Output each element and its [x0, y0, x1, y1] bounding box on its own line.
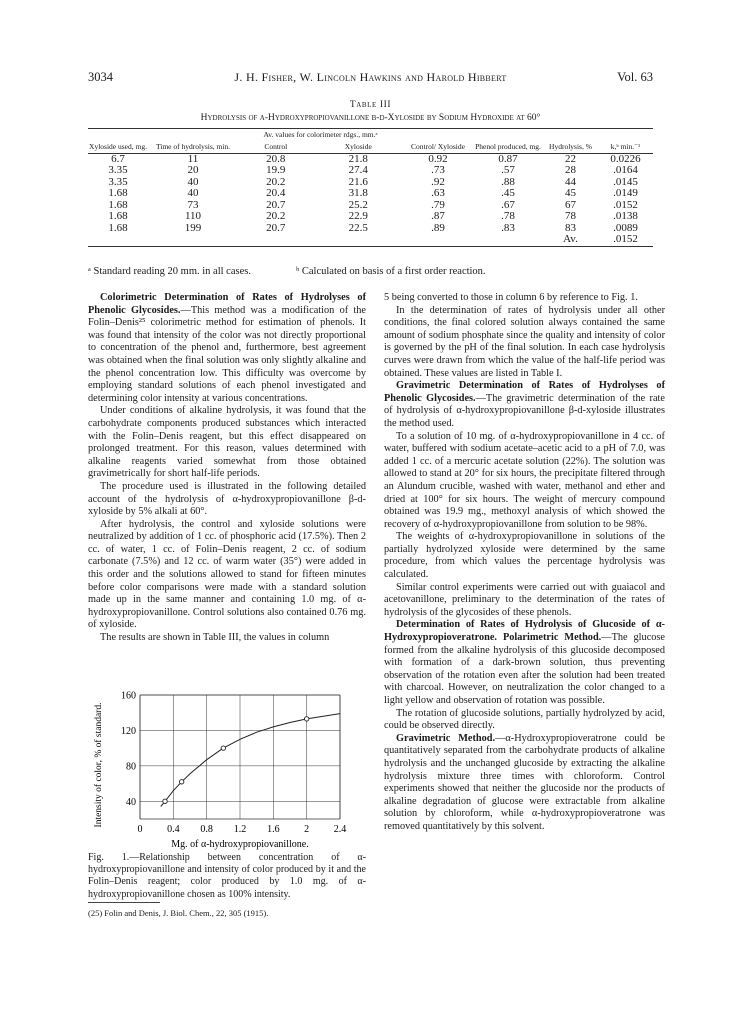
table-cell: 199 [184, 221, 202, 234]
table-cell: 3.35 [108, 164, 128, 177]
paragraph: Under conditions of alkaline hydrolysis, it was found that the carbohydrate components produced substances which interacted with the Folin–Denis reagent, but this effect disappeared on prolonged treatment. For this reason, values determined with alkaline reagents varied somewhat from those obtained gravimetrically for short half-life periods. [88, 405, 366, 480]
table-cell: .89 [431, 221, 445, 234]
paragraph-text: —This method was a modification of the Folin–Denis²⁵ colorimetric method for estimation of phenols. It was found that intensity of the color was not directly proportional to concentration of the phenol and, furthermore, best agreement was obtained when the final solution was only slightly alkaline and the phenol concentration low. This difficulty was overcome by employing standard solutions of each phenol investigated and determining color intensity at various concentrations. [88, 304, 366, 404]
header-hydrolysis: Hydrolysis, % [543, 129, 598, 154]
table-caption: Hydrolysis of α-Hydroxypropiovanillone β-d-Xyloside by Sodium Hydroxide at 60° [200, 113, 541, 123]
table-cell: .92 [431, 175, 445, 188]
page-number: 3034 [88, 70, 113, 84]
table-cell: 110 [184, 210, 202, 223]
average-value: .0152 [598, 234, 653, 246]
table-footnote-b: ᵇ Calculated on basis of a first order reaction. [296, 266, 486, 277]
table-cell: .0164 [613, 164, 638, 177]
figure-caption-label: Fig. 1. [88, 852, 130, 863]
table-cell: 20.2 [266, 210, 286, 223]
table-cell: 44 [565, 175, 576, 188]
table-cell: 22.5 [348, 221, 368, 234]
table-cell: .73 [431, 164, 445, 177]
table-cell: 20.7 [266, 221, 286, 234]
table-cell: 1.68 [108, 221, 128, 234]
data-point [179, 780, 183, 784]
y-axis-label: Intensity of color, % of standard. [94, 702, 104, 828]
paragraph: 5 being converted to those in column 6 by reference to Fig. 1. [384, 292, 638, 303]
table-cell: 20.7 [266, 198, 286, 211]
table-cell: .63 [431, 187, 445, 200]
table-cell: 22.9 [348, 210, 368, 223]
data-points [163, 717, 309, 804]
table-cell: 40 [187, 187, 199, 200]
table-cell: .0152 [613, 198, 638, 211]
section-heading: Gravimetric Method. [396, 732, 496, 744]
table-cell: 1.68 [108, 187, 128, 200]
figure-caption-text: —Relationship between concentration of α-hydroxypropiovanillone and intensity of color produced by it and the Folin–Denis reagent; color produced by 1.0 mg. of α-hydroxypropiovanillone chosen as 100% intensity. [88, 852, 366, 900]
x-axis-label: Mg. of α-hydroxypropiovanillone. [171, 839, 309, 850]
paragraph: After hydrolysis, the control and xyloside solutions were neutralized by addition of 1 cc. of phosphoric acid (17.5%). Then 2 cc. of water, 1 cc. of Folin–Denis reagent, 2 cc. of sodium carbonate (7.5%) and 12 cc. of warm water (35°) were added in this order and the solutions allowed to stand for fifteen minutes before color comparisons were made with a standard solution made up in the same manner and containing 1.0 mg. of α-hydroxypropiovanillone. Control solutions also contained 0.76 mg. of xyloside. [88, 518, 366, 631]
volume-number: Vol. 63 [617, 70, 653, 84]
x-tick-label: 2 [304, 824, 310, 835]
footnote-rule [88, 902, 160, 903]
table-cell: 20 [187, 164, 199, 177]
table-cell: .79 [431, 198, 445, 211]
paragraph-text: —The glucose formed from the alkaline hydrolysis of this glucoside decomposed with formation of a dark-brown solution, thus preventing observation of the rotation even after the solution had been treated with charcoal. However, on neutralization the color changed to a light yellow and observation of rotation was possible. [384, 632, 665, 706]
table-cell: .57 [501, 164, 515, 177]
table-cell: 21.6 [348, 175, 368, 188]
table-body [88, 153, 653, 246]
table-cell: .0149 [613, 187, 638, 200]
table-cell: 73 [187, 198, 199, 211]
left-column [88, 292, 366, 645]
x-tick-label: 0 [137, 824, 143, 835]
paragraph-text: —α-Hydroxypropioveratrone could be quantitatively separated from the carbohydrate products of alkaline hydrolysis and the unchanged glucoside by extracting the alkaline hydrolysis mixture three times with chloroform. Control experiments showed that neither the glucoside nor the products of alkaline degradation of glucose were extractable from alkaline solution by chloroform, while α-hydroxypropioveratrone was removed quantitatively by this solvent. [384, 732, 665, 832]
table-cell: 11 [187, 152, 199, 165]
table-cell [148, 234, 238, 246]
table-cell: 67 [565, 198, 576, 211]
section-heading: Gravimetric Determination of Rates of Hydrolyses of Phenolic Glycosides. [384, 380, 665, 404]
paragraph [88, 292, 366, 405]
x-tick-label: 0.4 [167, 824, 180, 835]
table-cell: .67 [501, 198, 515, 211]
paragraph [384, 380, 665, 430]
section-heading: Colorimetric Determination of Rates of Hydrolyses of Phenolic Glycosides. [88, 292, 366, 316]
y-tick-label: 80 [126, 761, 136, 773]
table-cell: .87 [431, 210, 445, 223]
paragraph: The rotation of glucoside solutions, partially hydrolyzed by acid, could be observed directly. [384, 707, 665, 732]
x-tick-label: 0.8 [200, 824, 213, 835]
paragraph: The results are shown in Table III, the values in column [100, 632, 330, 644]
table-cell: .78 [501, 210, 515, 223]
table-cell: 20.2 [266, 175, 286, 188]
paragraph: To a solution of 10 mg. of α-hydroxypropiovanillone in 4 cc. of water, buffered with sodium acetate–acetic acid to a pH of 7.0, was added 1 cc. of a mercuric acetate solution (22%). The solution was allowed to stand at 20° for six hours, the precipitate filtered through an Alundum crucible, washed with water, methanol and ether and dried at 100° for six hours. The weight of mercury compound obtained was 19.9 mg., methoxyl analysis of which showed the recovery of α-hydroxypropiovanillone from solution to be 98%. [384, 430, 665, 530]
table-cell: 0.87 [498, 152, 518, 165]
figure-1-chart [90, 685, 362, 850]
table-cell: 19.9 [266, 164, 286, 177]
table-cell: 22 [565, 152, 576, 165]
data-point [304, 717, 308, 721]
header-xyloside: Xyloside used, mg. [88, 129, 148, 154]
running-head: J. H. Fisher, W. Lincoln Hawkins and Harold Hibbert [234, 70, 507, 84]
header-control: Control [238, 141, 314, 153]
paragraph: Similar control experiments were carried out with guaiacol and acetovanillone, preliminary to the determination of the rates of hydrolysis of the glycosides of these phenols. [384, 581, 665, 618]
header-colorimeter: Av. values for colorimeter rdgs., mm.ᵃ [238, 129, 403, 141]
paragraph-text: —The gravimetric determination of the rate of hydrolysis of α-hydroxypropiovanillone β-d-xyloside illustrates the method used. [384, 392, 665, 429]
table-cell: .45 [501, 187, 515, 200]
table-row [88, 165, 653, 177]
y-tick-label: 40 [126, 796, 136, 808]
section-heading: Determination of Rates of Hydrolysis of Glucoside of α-Hydroxypropioveratrone. Polarimetric Method. [384, 619, 665, 644]
table-average-row [88, 234, 653, 246]
table-cell: 45 [565, 187, 576, 200]
table-cell: 28 [565, 164, 576, 177]
table-cell: 27.4 [348, 164, 368, 177]
table-cell: .0089 [613, 221, 638, 234]
table-row [88, 211, 653, 223]
y-tick-label: 120 [121, 725, 136, 737]
y-tick-label: 160 [121, 690, 136, 702]
paragraph [384, 733, 665, 834]
fitted-curve [161, 714, 340, 807]
table-cell: 83 [565, 221, 576, 234]
paragraph: The procedure used is illustrated in the following detailed account of the hydrolysis of α-hydroxypropiovanillone β-d-xyloside by 5% alkali at 60°. [88, 480, 366, 518]
table-cell: 20.8 [266, 152, 286, 165]
table-cell: .0138 [613, 210, 638, 223]
table-cell: 78 [565, 210, 576, 223]
table-cell [88, 234, 148, 246]
table-cell [314, 234, 403, 246]
table-cell: 20.4 [266, 187, 286, 200]
table-cell: 0.0226 [610, 152, 641, 165]
chart-grid [140, 695, 340, 819]
table-cell: 3.35 [108, 175, 128, 188]
table-cell [403, 234, 473, 246]
right-column [384, 292, 665, 834]
table-cell [473, 234, 543, 246]
table-footnote-a: ᵃ Standard reading 20 mm. in all cases. [88, 266, 251, 277]
x-tick-label: 2.4 [333, 824, 347, 835]
paragraph: In the determination of rates of hydrolysis under all other conditions, the final colored solution always contained the same amount of sodium phosphate since the quality and intensity of color is governed by the pH of the final solution. In each case hydrolysis curves were drawn from which the value of the half-life period was obtained. These values are listed in Table I. [384, 304, 665, 379]
table-cell [238, 234, 314, 246]
data-point [221, 746, 225, 750]
header-phenol: Phenol produced, mg. [473, 129, 543, 154]
table-label: Table III [349, 100, 392, 110]
table-cell: 0.92 [428, 152, 448, 165]
table-cell: .0145 [613, 175, 638, 188]
header-ratio: Control/ Xyloside [403, 129, 473, 154]
table-cell: .83 [501, 221, 515, 234]
table-cell: .88 [501, 175, 515, 188]
header-k: k,ᵇ min.⁻¹ [598, 129, 653, 154]
data-point [163, 799, 167, 803]
table-cell: 1.68 [108, 210, 128, 223]
table-row [88, 188, 653, 200]
table-cell: 31.8 [348, 187, 368, 200]
paragraph [384, 619, 665, 707]
table-cell: 21.8 [348, 152, 368, 165]
chart-ticks [121, 691, 346, 836]
reference-25: (25) Folin and Denis, J. Biol. Chem., 22, 305 (1915). [88, 908, 269, 918]
table-cell: 40 [187, 175, 199, 188]
figure-caption [88, 852, 366, 901]
x-tick-label: 1.6 [267, 824, 280, 835]
header-time: Time of hydrolysis, min. [148, 129, 238, 154]
table-cell: 6.7 [111, 152, 125, 165]
hydrolysis-table [88, 128, 653, 247]
header-xyloside-reading: Xyloside [314, 141, 403, 153]
x-tick-label: 1.2 [233, 824, 247, 835]
average-label: Av. [543, 234, 598, 246]
table-cell: 1.68 [108, 198, 128, 211]
paragraph: The weights of α-hydroxypropiovanillone in solutions of the partially hydrolyzed xyloside were determined by the same procedure, from which values the percentage hydrolysis was calculated. [384, 531, 665, 581]
table-cell: 25.2 [348, 198, 368, 211]
